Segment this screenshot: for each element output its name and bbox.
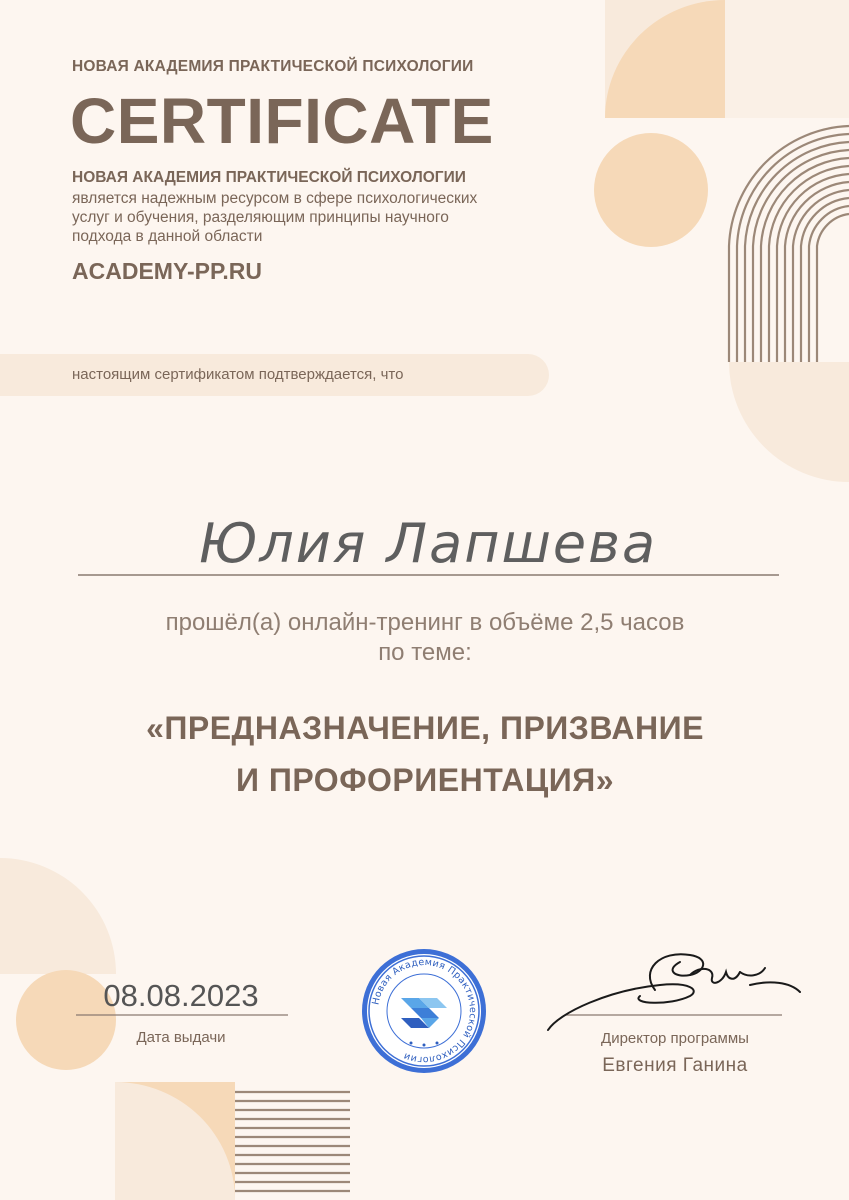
horizontal-stripes-bottom (235, 1092, 350, 1191)
course-info (80, 608, 770, 668)
arc-stripes-right (729, 126, 849, 362)
org-name-top: НОВАЯ АКАДЕМИЯ ПРАКТИЧЕСКОЙ ПСИХОЛОГИИ (72, 58, 474, 75)
seal-text: Новая Академия Практической Психологии (370, 956, 479, 1066)
issue-date: 08.08.2023 (103, 978, 259, 1013)
course-topic (60, 702, 790, 806)
certificate-title: CERTIFICATE (70, 85, 494, 157)
confirm-text: настоящим сертификатом подтверждается, что (72, 366, 404, 383)
recipient-name: Юлия Лапшева (198, 512, 658, 575)
issue-date-label: Дата выдачи (136, 1029, 226, 1046)
quarter-circle-right-bottom (729, 362, 849, 482)
org-name-secondary: НОВАЯ АКАДЕМИЯ ПРАКТИЧЕСКОЙ ПСИХОЛОГИИ (72, 169, 466, 186)
director-label: Директор программы (601, 1030, 749, 1047)
topic-line2: И ПРОФОРИЕНТАЦИЯ» (235, 762, 614, 798)
course-info-line2: по теме: (378, 639, 472, 666)
top-right-corner-square (725, 0, 849, 118)
director-name: Евгения Ганина (602, 1055, 748, 1076)
org-description: является надежным ресурсом в сфере психологических услуг и обучения, разделяющим принципы научного подхода в данной области (72, 190, 478, 245)
course-info-line1: прошёл(а) онлайн-тренинг в объёме 2,5 часов (165, 609, 685, 636)
director-signature (548, 954, 800, 1030)
peach-circle-right (594, 133, 708, 247)
topic-line1: «ПРЕДНАЗНАЧЕНИЕ, ПРИЗВАНИЕ (146, 710, 704, 746)
website-link[interactable]: ACADEMY-PP.RU (72, 258, 262, 284)
quarter-circle-bottom-left (0, 858, 116, 974)
academy-seal-stamp (359, 946, 489, 1076)
